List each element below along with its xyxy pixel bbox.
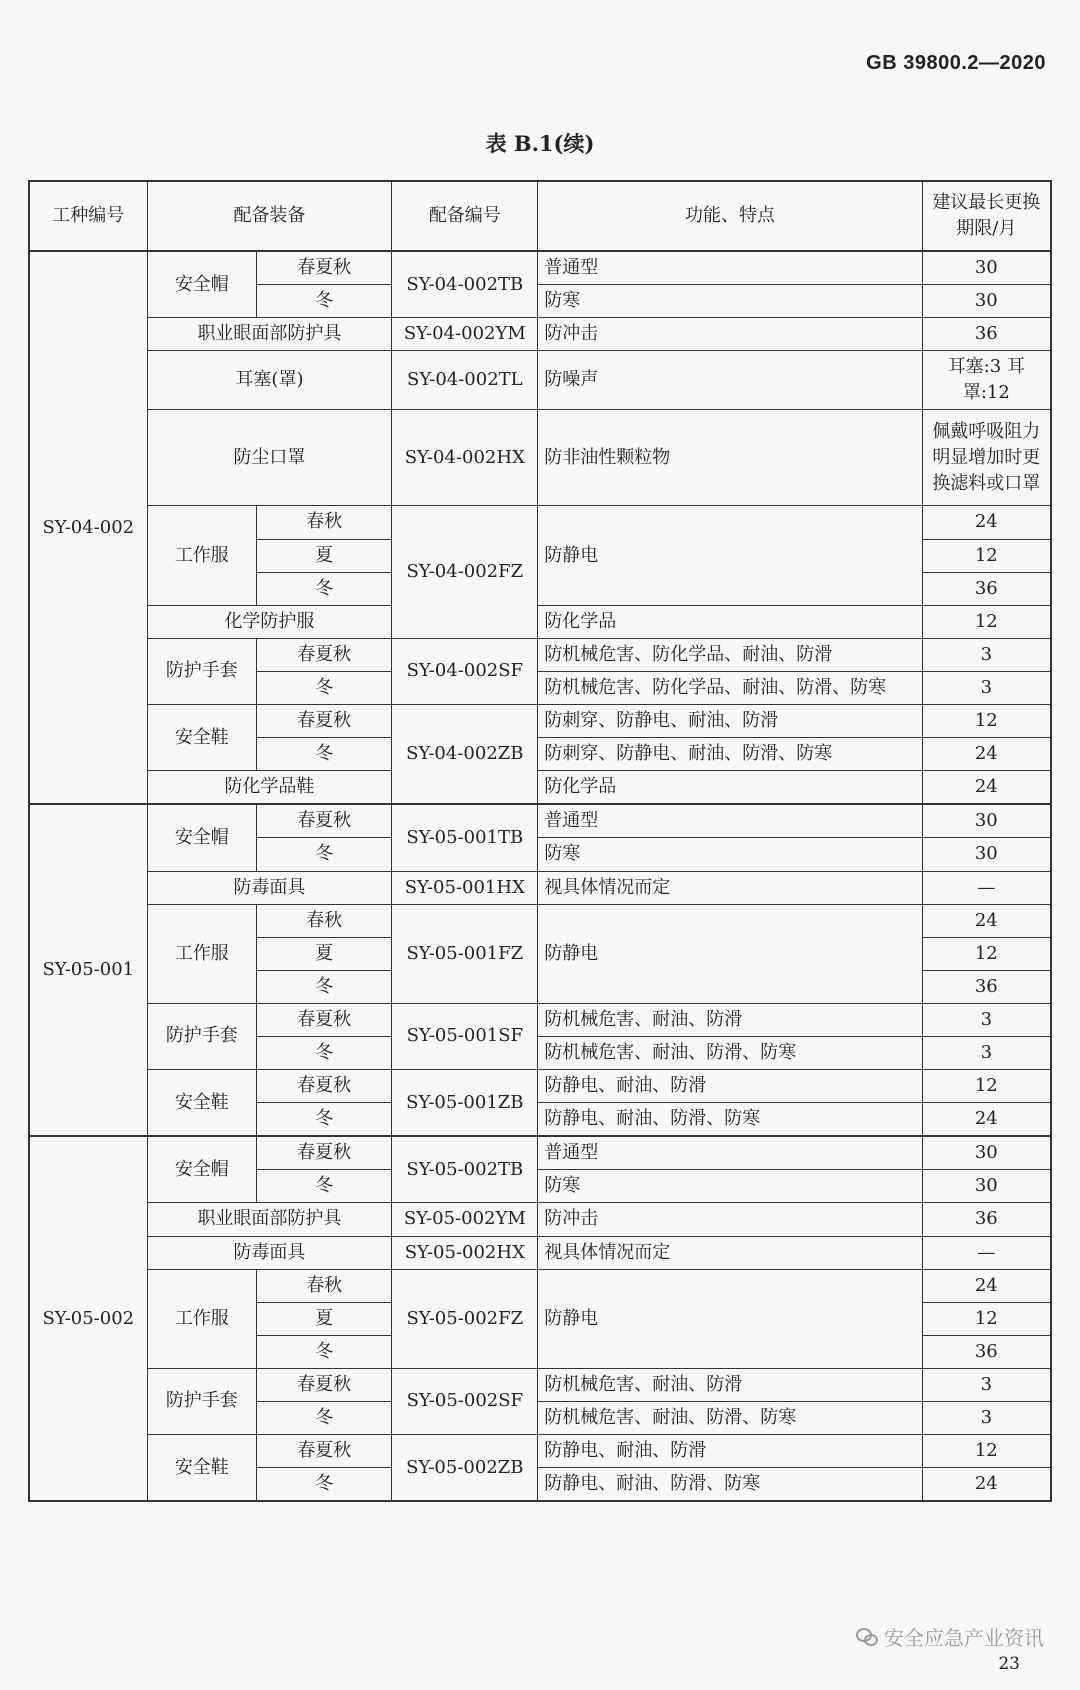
equipment-number-cell: SY-05-001ZB bbox=[392, 1070, 538, 1137]
table-row bbox=[29, 638, 1051, 671]
season-cell: 冬 bbox=[257, 1170, 392, 1203]
equipment-number-cell: SY-04-002HX bbox=[392, 410, 538, 506]
function-cell: 防寒 bbox=[538, 1170, 922, 1203]
table-header-row bbox=[29, 181, 1051, 251]
job-code-cell: SY-04-002 bbox=[29, 251, 147, 804]
table-row bbox=[29, 1269, 1051, 1302]
equipment-number-cell: SY-05-002YM bbox=[392, 1203, 538, 1236]
season-cell: 冬 bbox=[257, 738, 392, 771]
table-row bbox=[29, 1136, 1051, 1170]
equipment-name-cell: 工作服 bbox=[147, 904, 256, 1003]
season-cell: 冬 bbox=[257, 1468, 392, 1502]
equipment-name-cell: 防护手套 bbox=[147, 638, 256, 704]
season-cell: 冬 bbox=[257, 1103, 392, 1137]
header-equipment: 配备装备 bbox=[147, 181, 392, 251]
season-cell: 夏 bbox=[257, 539, 392, 572]
job-code-cell: SY-05-002 bbox=[29, 1136, 147, 1501]
season-cell: 春秋 bbox=[257, 904, 392, 937]
period-cell: 12 bbox=[922, 1435, 1051, 1468]
equipment-number-cell: SY-05-002TB bbox=[392, 1136, 538, 1203]
period-cell: 耳塞:3 耳罩:12 bbox=[922, 351, 1051, 410]
period-cell: — bbox=[922, 871, 1051, 904]
header-function: 功能、特点 bbox=[538, 181, 922, 251]
equipment-number-cell: SY-04-002ZB bbox=[392, 705, 538, 805]
watermark bbox=[856, 1622, 1044, 1651]
job-group bbox=[29, 804, 1051, 1136]
season-cell: 春夏秋 bbox=[257, 638, 392, 671]
equipment-name-cell: 工作服 bbox=[147, 1269, 256, 1368]
table-row bbox=[29, 351, 1051, 410]
period-cell: 36 bbox=[922, 318, 1051, 351]
function-cell: 防静电、耐油、防滑、防寒 bbox=[538, 1468, 922, 1502]
period-cell: 3 bbox=[922, 638, 1051, 671]
function-cell: 防刺穿、防静电、耐油、防滑、防寒 bbox=[538, 738, 922, 771]
period-cell: 30 bbox=[922, 1170, 1051, 1203]
equipment-number-cell: SY-05-002FZ bbox=[392, 1269, 538, 1368]
period-cell: 30 bbox=[922, 1136, 1051, 1170]
function-cell: 防非油性颗粒物 bbox=[538, 410, 922, 506]
season-cell: 冬 bbox=[257, 572, 392, 605]
equipment-table bbox=[28, 180, 1052, 1502]
period-cell: 30 bbox=[922, 285, 1051, 318]
equipment-name-cell: 防护手套 bbox=[147, 1368, 256, 1434]
season-cell: 冬 bbox=[257, 970, 392, 1003]
equipment-name-cell: 安全帽 bbox=[147, 804, 256, 871]
equipment-number-cell: SY-04-002TL bbox=[392, 351, 538, 410]
period-cell: 24 bbox=[922, 771, 1051, 805]
function-cell: 防机械危害、耐油、防滑、防寒 bbox=[538, 1036, 922, 1069]
equipment-name-cell: 防尘口罩 bbox=[147, 410, 392, 506]
season-cell: 春夏秋 bbox=[257, 1435, 392, 1468]
period-cell: 30 bbox=[922, 804, 1051, 838]
period-cell: 30 bbox=[922, 838, 1051, 871]
function-cell: 防寒 bbox=[538, 838, 922, 871]
season-cell: 春夏秋 bbox=[257, 1070, 392, 1103]
job-code-cell: SY-05-001 bbox=[29, 804, 147, 1136]
period-cell: 3 bbox=[922, 1402, 1051, 1435]
header-equipment-no: 配备编号 bbox=[392, 181, 538, 251]
function-cell: 防冲击 bbox=[538, 318, 922, 351]
period-cell: 3 bbox=[922, 1036, 1051, 1069]
function-cell: 防化学品 bbox=[538, 771, 922, 805]
season-cell: 春夏秋 bbox=[257, 1368, 392, 1401]
equipment-number-cell: SY-05-001FZ bbox=[392, 904, 538, 1003]
function-cell: 防寒 bbox=[538, 285, 922, 318]
season-cell: 春夏秋 bbox=[257, 251, 392, 285]
standard-code: GB 39800.2—2020 bbox=[866, 52, 1046, 74]
equipment-name-cell: 工作服 bbox=[147, 506, 256, 605]
function-cell: 视具体情况而定 bbox=[538, 871, 922, 904]
table-row bbox=[29, 904, 1051, 937]
season-cell: 冬 bbox=[257, 1335, 392, 1368]
function-cell: 防噪声 bbox=[538, 351, 922, 410]
function-cell: 防静电 bbox=[538, 506, 922, 605]
season-cell: 夏 bbox=[257, 937, 392, 970]
job-group bbox=[29, 251, 1051, 804]
season-cell: 冬 bbox=[257, 838, 392, 871]
equipment-number-cell: SY-04-002TB bbox=[392, 251, 538, 318]
season-cell: 夏 bbox=[257, 1302, 392, 1335]
function-cell: 防机械危害、耐油、防滑 bbox=[538, 1368, 922, 1401]
watermark-text: 安全应急产业资讯 bbox=[884, 1626, 1044, 1650]
equipment-number-cell: SY-05-001SF bbox=[392, 1003, 538, 1069]
period-cell: 24 bbox=[922, 1103, 1051, 1137]
season-cell: 冬 bbox=[257, 1402, 392, 1435]
function-cell: 防刺穿、防静电、耐油、防滑 bbox=[538, 705, 922, 738]
wechat-icon bbox=[856, 1628, 878, 1646]
period-cell: 36 bbox=[922, 1203, 1051, 1236]
table-row bbox=[29, 1368, 1051, 1401]
period-cell: 12 bbox=[922, 937, 1051, 970]
table-row bbox=[29, 1435, 1051, 1468]
equipment-number-cell: SY-04-002YM bbox=[392, 318, 538, 351]
equipment-number-cell: SY-05-002ZB bbox=[392, 1435, 538, 1502]
equipment-name-cell: 防护手套 bbox=[147, 1003, 256, 1069]
period-cell: 36 bbox=[922, 1335, 1051, 1368]
function-cell: 防机械危害、耐油、防滑 bbox=[538, 1003, 922, 1036]
equipment-name-cell: 安全鞋 bbox=[147, 705, 256, 771]
table-row bbox=[29, 705, 1051, 738]
season-cell: 春秋 bbox=[257, 506, 392, 539]
table-row bbox=[29, 1236, 1051, 1269]
table-row bbox=[29, 771, 1051, 805]
season-cell: 冬 bbox=[257, 1036, 392, 1069]
table-row bbox=[29, 871, 1051, 904]
period-cell: 3 bbox=[922, 671, 1051, 704]
table-row bbox=[29, 506, 1051, 539]
period-cell: — bbox=[922, 1236, 1051, 1269]
period-cell: 30 bbox=[922, 251, 1051, 285]
equipment-number-cell: SY-05-001TB bbox=[392, 804, 538, 871]
table-row bbox=[29, 1003, 1051, 1036]
function-cell: 防机械危害、防化学品、耐油、防滑 bbox=[538, 638, 922, 671]
function-cell: 普通型 bbox=[538, 251, 922, 285]
equipment-name-cell: 安全鞋 bbox=[147, 1435, 256, 1502]
period-cell: 3 bbox=[922, 1003, 1051, 1036]
period-cell: 24 bbox=[922, 506, 1051, 539]
equipment-name-cell: 化学防护服 bbox=[147, 605, 392, 638]
table-row bbox=[29, 410, 1051, 506]
table-row bbox=[29, 318, 1051, 351]
equipment-name-cell: 防化学品鞋 bbox=[147, 771, 392, 805]
equipment-number-cell: SY-05-001HX bbox=[392, 871, 538, 904]
equipment-name-cell: 安全鞋 bbox=[147, 1070, 256, 1137]
period-cell: 24 bbox=[922, 1468, 1051, 1502]
function-cell: 普通型 bbox=[538, 804, 922, 838]
equipment-name-cell: 防毒面具 bbox=[147, 1236, 392, 1269]
equipment-name-cell: 耳塞(罩) bbox=[147, 351, 392, 410]
table-caption: 表 B.1(续) bbox=[485, 131, 595, 156]
equipment-name-cell: 职业眼面部防护具 bbox=[147, 318, 392, 351]
header-job-code: 工种编号 bbox=[29, 181, 147, 251]
period-cell: 24 bbox=[922, 904, 1051, 937]
function-cell: 防静电、耐油、防滑 bbox=[538, 1070, 922, 1103]
period-cell: 12 bbox=[922, 539, 1051, 572]
function-cell: 防静电、耐油、防滑 bbox=[538, 1435, 922, 1468]
season-cell: 春夏秋 bbox=[257, 804, 392, 838]
table-row bbox=[29, 605, 1051, 638]
function-cell: 防化学品 bbox=[538, 605, 922, 638]
equipment-name-cell: 安全帽 bbox=[147, 251, 256, 318]
job-group bbox=[29, 1136, 1051, 1501]
function-cell: 防机械危害、耐油、防滑、防寒 bbox=[538, 1402, 922, 1435]
equipment-number-cell: SY-05-002HX bbox=[392, 1236, 538, 1269]
page-number: 23 bbox=[998, 1654, 1020, 1674]
period-cell: 36 bbox=[922, 572, 1051, 605]
season-cell: 春夏秋 bbox=[257, 1136, 392, 1170]
table-row bbox=[29, 1070, 1051, 1103]
season-cell: 春秋 bbox=[257, 1269, 392, 1302]
equipment-number-cell: SY-05-002SF bbox=[392, 1368, 538, 1434]
equipment-number-cell: SY-04-002FZ bbox=[392, 506, 538, 638]
equipment-name-cell: 安全帽 bbox=[147, 1136, 256, 1203]
period-cell: 24 bbox=[922, 1269, 1051, 1302]
equipment-name-cell: 防毒面具 bbox=[147, 871, 392, 904]
table-row bbox=[29, 251, 1051, 285]
season-cell: 春夏秋 bbox=[257, 705, 392, 738]
equipment-name-cell: 职业眼面部防护具 bbox=[147, 1203, 392, 1236]
table-row bbox=[29, 1203, 1051, 1236]
table-row bbox=[29, 804, 1051, 838]
function-cell: 普通型 bbox=[538, 1136, 922, 1170]
period-cell: 36 bbox=[922, 970, 1051, 1003]
function-cell: 防静电、耐油、防滑、防寒 bbox=[538, 1103, 922, 1137]
header-period: 建议最长更换期限/月 bbox=[922, 181, 1051, 251]
equipment-number-cell: SY-04-002SF bbox=[392, 638, 538, 704]
period-cell: 3 bbox=[922, 1368, 1051, 1401]
period-cell: 12 bbox=[922, 1070, 1051, 1103]
period-cell: 12 bbox=[922, 705, 1051, 738]
function-cell: 防机械危害、防化学品、耐油、防滑、防寒 bbox=[538, 671, 922, 704]
period-cell: 24 bbox=[922, 738, 1051, 771]
season-cell: 冬 bbox=[257, 285, 392, 318]
function-cell: 防冲击 bbox=[538, 1203, 922, 1236]
period-cell: 佩戴呼吸阻力明显增加时更换滤料或口罩 bbox=[922, 410, 1051, 506]
function-cell: 视具体情况而定 bbox=[538, 1236, 922, 1269]
season-cell: 春夏秋 bbox=[257, 1003, 392, 1036]
function-cell: 防静电 bbox=[538, 904, 922, 1003]
period-cell: 12 bbox=[922, 1302, 1051, 1335]
function-cell: 防静电 bbox=[538, 1269, 922, 1368]
season-cell: 冬 bbox=[257, 671, 392, 704]
period-cell: 12 bbox=[922, 605, 1051, 638]
